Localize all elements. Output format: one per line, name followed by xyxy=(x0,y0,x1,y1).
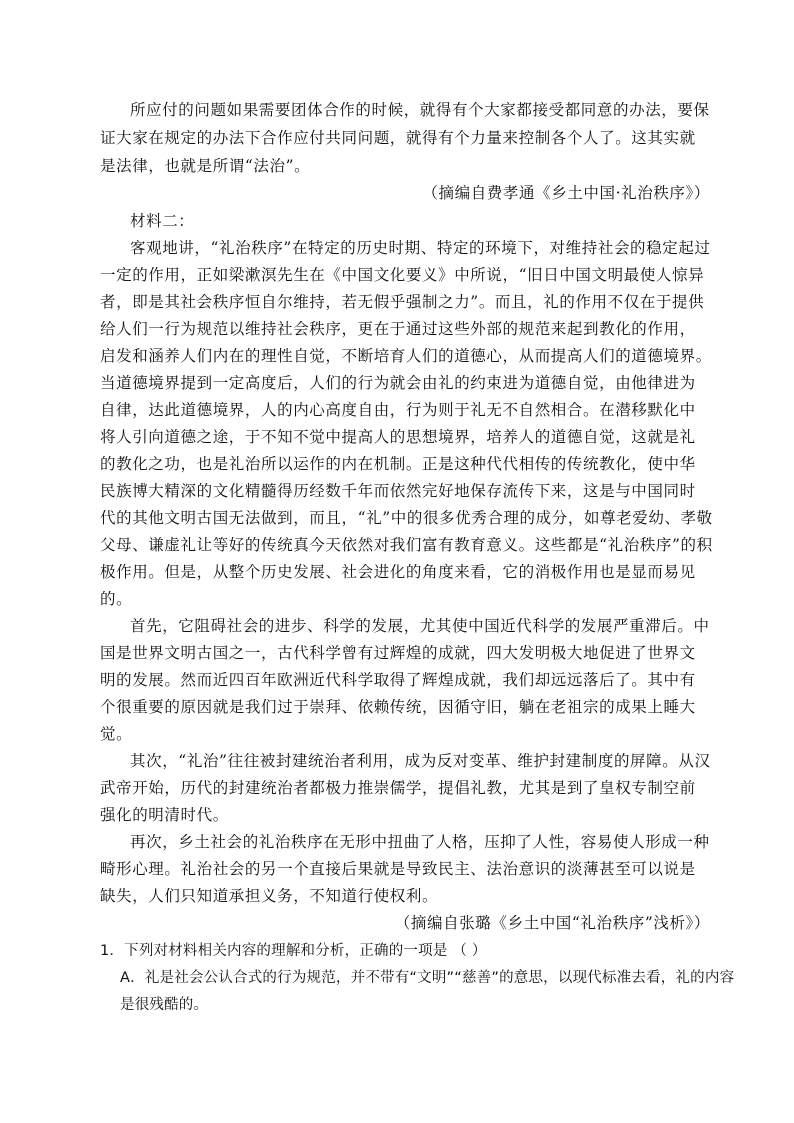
para2-line: 国是世界文明古国之一，古代科学曾有过辉煌的成就，四大发明极大地促进了世界文 xyxy=(100,644,696,662)
para3-line: 武帝开始，历代的封建统治者都极力推崇儒学，提倡礼教，尤其是到了皇权专制空前 xyxy=(100,779,696,797)
para2-line: 个很重要的原因就是我们过于崇拜、依赖传统，因循守旧，躺在老祖宗的成果上睡大 xyxy=(100,698,696,716)
para2-line: 首先，它阻碍社会的进步、科学的发展，尤其使中国近代科学的发展严重滞后。中 xyxy=(130,617,710,635)
para1-line: 极作用。但是，从整个历史发展、社会进化的角度来看，它的消极作用也是显而易见 xyxy=(100,563,696,581)
para1-line: 的教化之功，也是礼治所以运作的内在机制。正是这种代代相传的传统教化，使中华 xyxy=(100,455,696,473)
para4-line: 畸形心理。礼治社会的另一个直接后果就是导致民主、法治意识的淡薄甚至可以说是 xyxy=(100,860,696,878)
source-citation-2: （摘编自张璐《乡土中国“礼治秩序”浅析》） xyxy=(394,914,710,932)
source-citation-1: （摘编自费孝通《乡土中国·礼治秩序》） xyxy=(422,184,710,202)
material1-line-1: 所应付的问题如果需要团体合作的时候，就得有个大家都接受都同意的办法，要保 xyxy=(130,101,710,119)
material1-line-2: 证大家在规定的办法下合作应付共同问题，就得有个力量来控制各个人了。这其实就 xyxy=(100,129,696,147)
para1-line: 代的其他文明古国无法做到，而且，“礼”中的很多优秀合理的成分，如尊老爱幼、孝敬 xyxy=(100,509,713,527)
material2-heading: 材料二： xyxy=(130,212,195,230)
para1-line: 将人引向道德之途，于不知不觉中提高人的思想境界，培养人的道德自觉，这就是礼 xyxy=(100,428,696,446)
para1-line: 给人们一行为规范以维持社会秩序，更在于通过这些外部的规范来起到教化的作用， xyxy=(100,320,696,338)
para1-line: 启发和涵养人们内在的理性自觉，不断培育人们的道德心，从而提高人们的道德境界。 xyxy=(100,347,712,365)
para4-line: 缺失，人们只知道承担义务，不知道行使权利。 xyxy=(100,887,439,905)
para4-line: 再次，乡土社会的礼治秩序在无形中扭曲了人格，压抑了人性，容易使人形成一种 xyxy=(130,833,710,851)
question-1-stem: 1．下列对材料相关内容的理解和分析，正确的一项是 （ ） xyxy=(100,943,487,959)
para1-line: 一定的作用，正如梁漱溟先生在《中国文化要义》中所说，“旧日中国文明最使人惊异 xyxy=(100,266,705,284)
para1-line: 者，即是其社会秩序恒自尔维持，若无假乎强制之力”。而且，礼的作用不仅在于提供 xyxy=(100,293,705,311)
para3-line: 其次，“礼治”往往被封建统治者利用，成为反对变革、维护封建制度的屏障。从汉 xyxy=(130,752,711,770)
para1-line: 民族博大精深的文化精髓得历经数千年而依然完好地保存流传下来，这是与中国同时 xyxy=(100,482,696,500)
para3-line: 强化的明清时代。 xyxy=(100,806,229,824)
material1-line-3: 是法律，也就是所谓“法治”。 xyxy=(100,157,311,175)
para1-line: 当道德境界提到一定高度后，人们的行为就会由礼的约束进为道德自觉，由他律进为 xyxy=(100,374,696,392)
para1-line: 客观地讲，“礼治秩序”在特定的历史时期、特定的环境下，对维持社会的稳定起过 xyxy=(130,239,711,257)
para1-line: 自律，达此道德境界，人的内心高度自由，行为则于礼无不自然相合。在潜移默化中 xyxy=(100,401,696,419)
question-1-option-a-cont: 是很残酷的。 xyxy=(120,997,209,1013)
para2-line: 明的发展。然而近四百年欧洲近代科学取得了辉煌成就，我们却远远落后了。其中有 xyxy=(100,671,696,689)
para1-line: 父母、谦虚礼让等好的传统真今天依然对我们富有教育意义。这些都是“礼治秩序”的积 xyxy=(100,536,713,554)
para1-line: 的。 xyxy=(100,590,133,608)
question-1-option-a: A．礼是社会公认合式的行为规范，并不带有“文明”“慈善”的意思，以现代标准去看，礼的内容 xyxy=(120,970,735,986)
para2-line: 觉。 xyxy=(100,725,133,743)
